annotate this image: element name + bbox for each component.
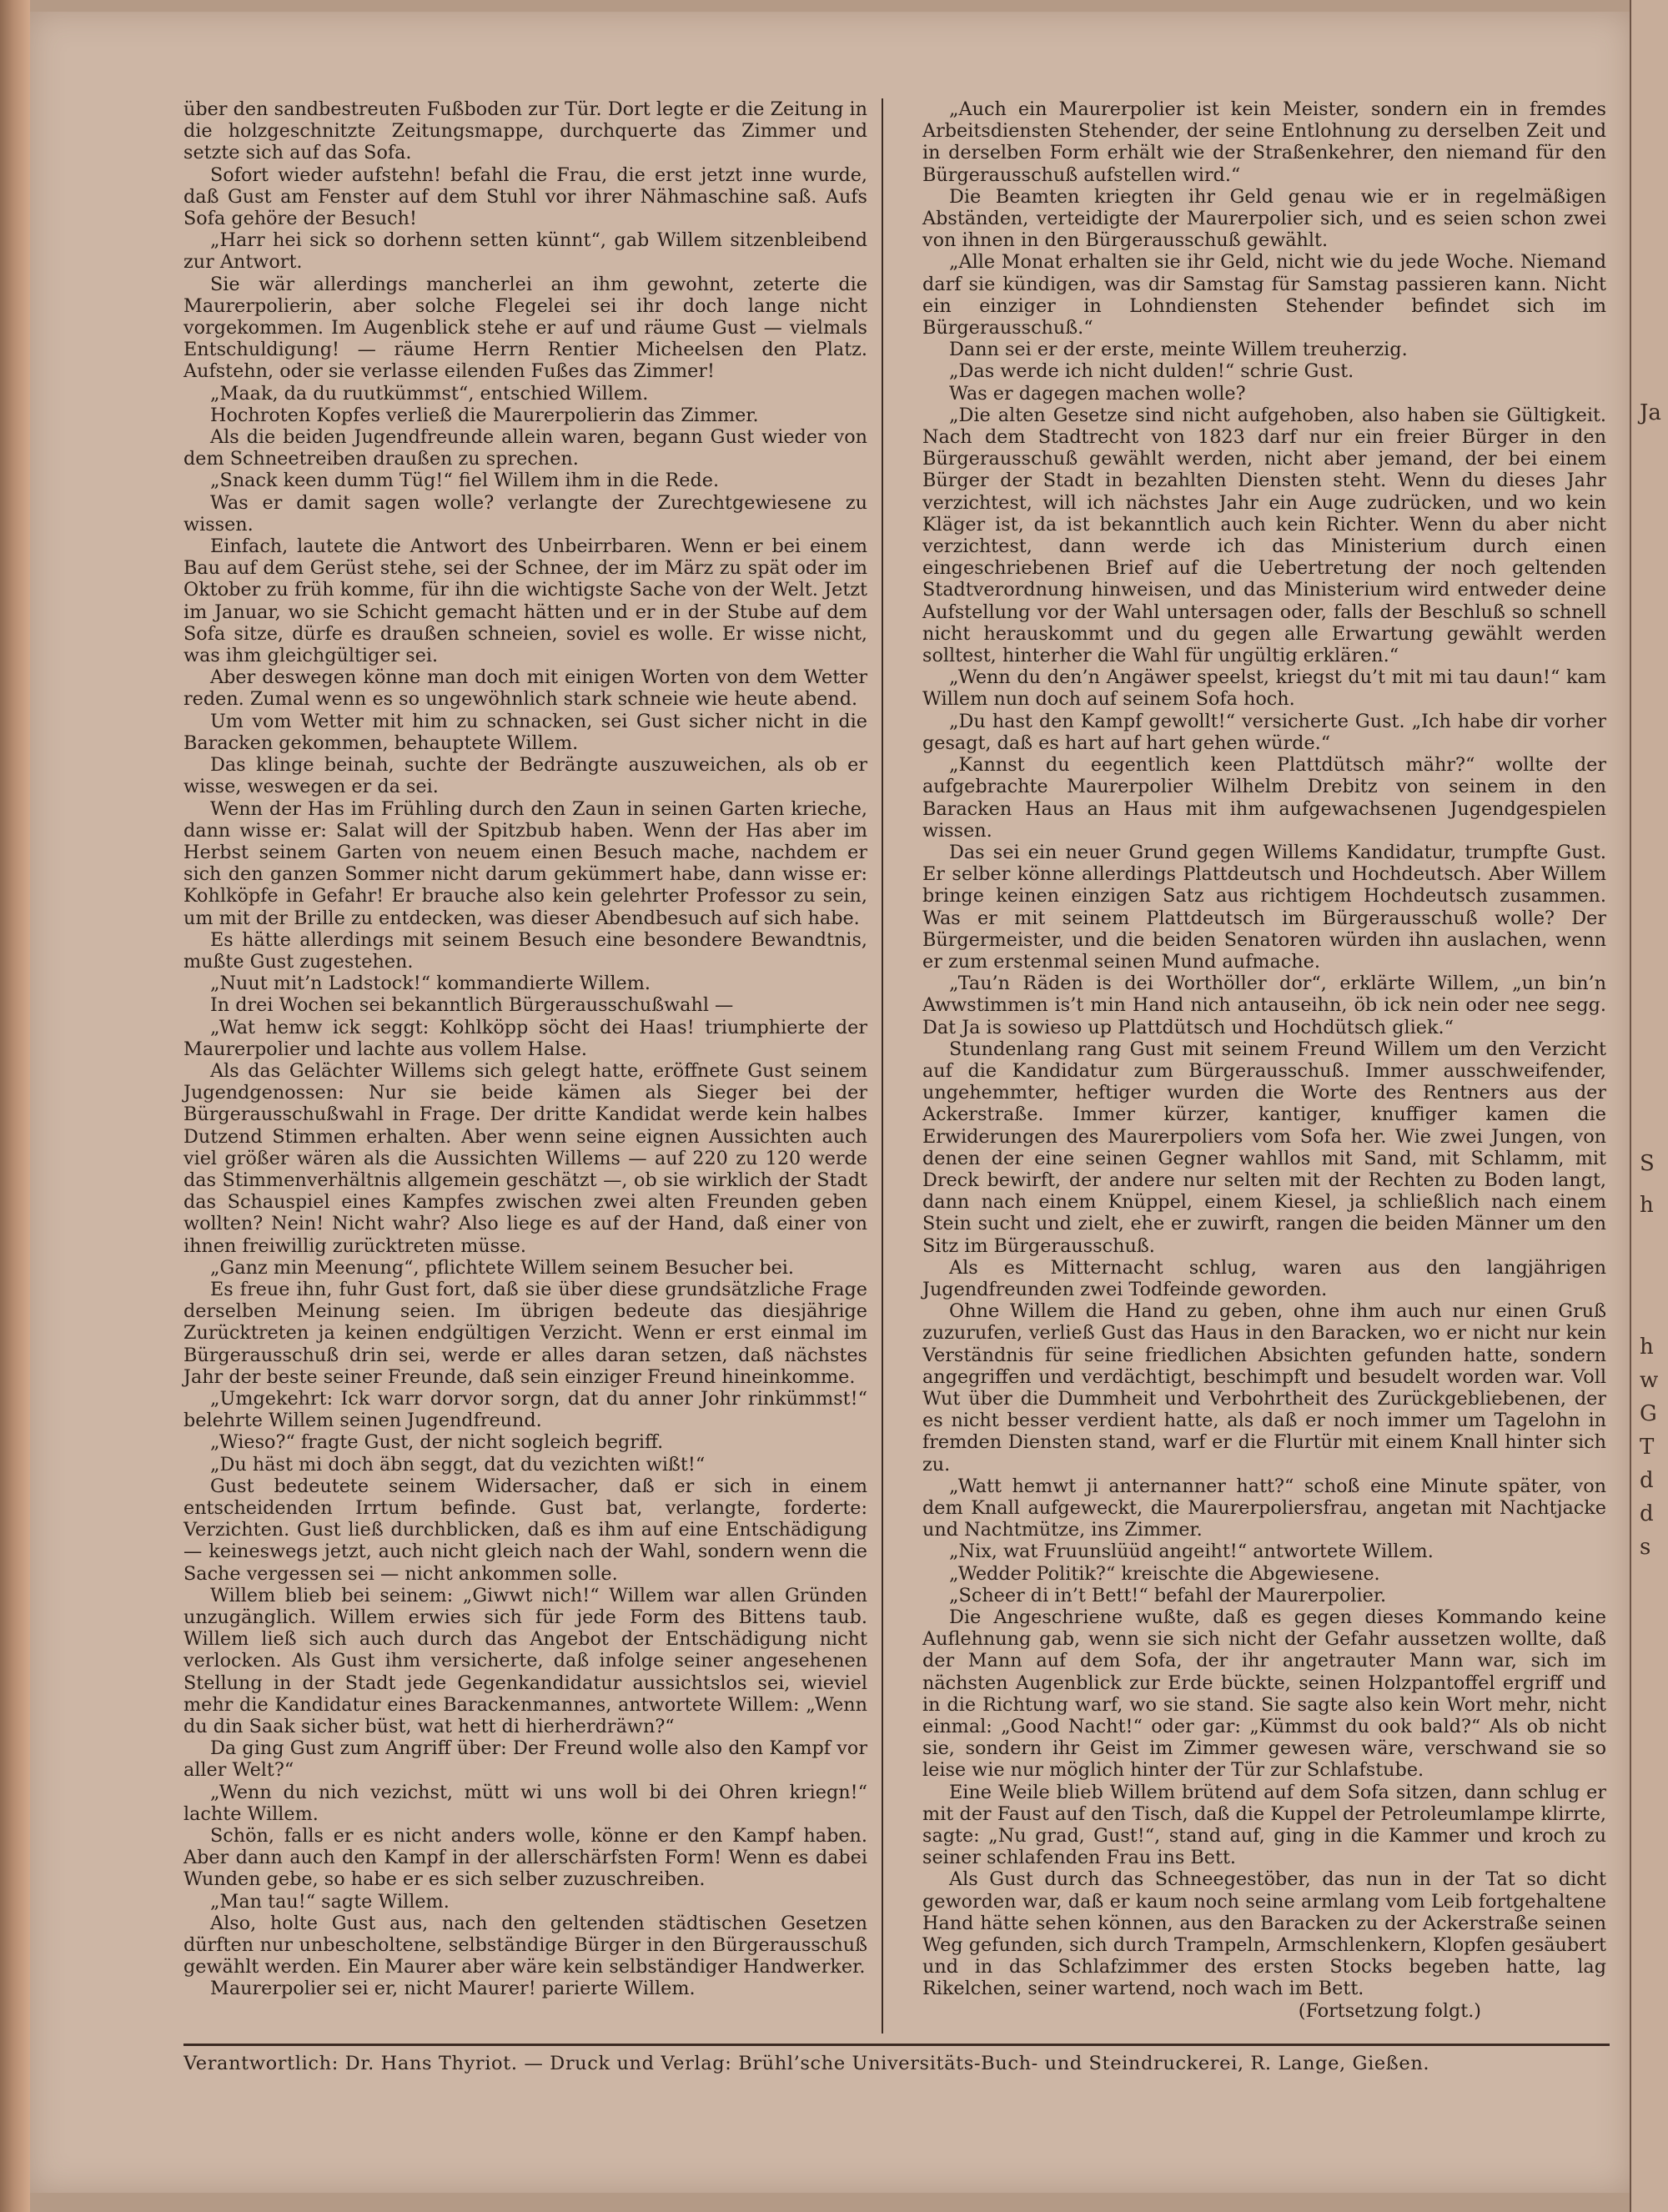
next-page-edge [1630,0,1668,2212]
paragraph: Wenn der Has im Frühling durch den Zaun in seinen Garten krieche, dann wisse er: Salat will der Spitzbub haben. Wenn der Has aber im Herbst seinem Garten von neuem einen Besuch mache, nachdem er sich den ganzen Sommer nicht darum gekümmert habe, dann wisse er: Kohlköpfe in Gefahr! Er brauche also kein gelehrter Professor zu sein, um mit der Brille zu entdecken, was dieser Abendbesuch auf sich habe. [183,797,867,929]
next-page-fragment: T [1640,1435,1655,1460]
paragraph: Sie wär allerdings mancherlei an ihm gewohnt, zeterte die Maurerpolierin, aber solche Flegelei sei ihr doch lange nicht vorgekommen. Im Augenblick stehe er auf und räume Gust — vielmals Entschuldigung! — räume Herrn Rentier Micheelsen den Platz. Aufstehn, oder sie verlasse eilenden Fußes das Zimmer! [183,273,867,383]
paragraph: „Kannst du eegentlich keen Plattdütsch mähr?“ wollte der aufgebrachte Maurerpolier Wilhelm Drebitz von seinem in den Baracken Haus an Haus mit ihm aufgewachsenen Jugendgespielen wissen. [922,754,1606,842]
paragraph: Dann sei er der erste, meinte Willem treuherzig. [949,339,1408,361]
paragraph: Ohne Willem die Hand zu geben, ohne ihm auch nur einen Gruß zuzurufen, verließ Gust das Haus in den Baracken, wo er nicht nur kein Verständnis für seine friedlichen Absichten gefunden hatte, sondern angegriffen und verdächtigt, beschimpft und besudelt worden war. Voll Wut über die Dummheit und Verbohrtheit des Zurückgebliebenen, der es nicht besser verdient hatte, als daß er noch immer um Tagelohn in fremden Diensten stand, warf er die Flurtür mit einem Knall hinter sich zu. [922,1300,1606,1476]
paragraph: Das sei ein neuer Grund gegen Willems Kandidatur, trumpfte Gust. Er selber könne allerdings Plattdeutsch und Hochdeutsch. Aber Willem bringe keinen einzigen Satz aus richtigem Hochdeutsch zusammen. Was er mit seinem Plattdeutsch im Bürgerausschuß wolle? Der Bürgermeister, und die beiden Senatoren würden ihn auslachen, wenn er zum erstenmal seinen Mund aufmache. [922,841,1606,973]
next-page-fragment: h [1640,1335,1654,1360]
paragraph: „Alle Monat erhalten sie ihr Geld, nicht wie du jede Woche. Niemand darf sie kündigen, was dir Samstag für Samstag passieren kann. Nicht ein einziger in Lohndiensten Stehender befindet sich im Bürgerausschuß.“ [922,251,1606,339]
next-page-fragment: Ja [1640,400,1661,425]
paragraph: Was er dagegen machen wolle? [949,382,1246,405]
imprint-line: Verantwortlich: Dr. Hans Thyriot. — Druck und Verlag: Brühl’sche Universitäts-Buch- und Steindruckerei, R. Lange, Gießen. [183,2053,1430,2074]
left-text-column [183,98,867,2000]
paragraph: „Tau’n Räden is dei Worthöller dor“, erklärte Willem, „un bin’n Awwstimmen is’t min Hand nich antauseihn, öb ick nein oder nee segg. Dat Ja is sowieso up Plattdütsch und Hochdütsch gliek.“ [922,973,1606,1038]
next-page-fragment: h [1640,1193,1654,1218]
paragraph: Als die beiden Jugendfreunde allein waren, begann Gust wieder von dem Schneetreiben draußen zu sprechen. [183,426,867,470]
next-page-fragment: d [1640,1501,1654,1526]
paragraph: „Snack keen dumm Tüg!“ fiel Willem ihm in die Rede. [210,470,720,492]
paragraph: „Umgekehrt: Ick warr dorvor sorgn, dat du anner Johr rinkümmst!“ belehrte Willem seinen Jugendfreund. [183,1387,867,1432]
paragraph: „Nix, wat Fruunslüüd angeiht!“ antwortete Willem. [949,1541,1434,1563]
paragraph: „Das werde ich nicht dulden!“ schrie Gust. [949,360,1354,383]
next-page-fragment: d [1640,1468,1654,1493]
paragraph: Das klinge beinah, suchte der Bedrängte auszuweichen, als ob er wisse, weswegen er da sei. [183,754,867,798]
paragraph: Eine Weile blieb Willem brütend auf dem Sofa sitzen, dann schlug er mit der Faust auf den Tisch, daß die Kuppel der Petroleumlampe klirrte, sagte: „Nu grad, Gust!“, stand auf, ging in die Kammer und kroch zu seiner schlafenden Frau ins Bett. [922,1781,1606,1869]
paragraph: Stundenlang rang Gust mit seinem Freund Willem um den Verzicht auf die Kandidatur zum Bürgerausschuß. Immer ausschweifender, ungehemmter, heftiger wurden die Worte des Rentners aus der Ackerstraße. Immer kürzer, kantiger, knuffiger kamen die Erwiderungen des Maurerpoliers vom Sofa her. Wie zwei Jungen, von denen der eine seinen Gegner wahllos mit Sand, mit Schlamm, mit Dreck bewirft, der andere nur selten mit der Rechten zu Boden langt, dann nach einem Knüppel, einem Kiesel, ja schließlich nach einem Stein sucht und zielt, ehe er zuwirft, rangen die beiden Männer um den Sitz im Bürgerausschuß. [922,1038,1606,1257]
right-text-column [922,98,1606,2022]
paragraph: „Nuut mit’n Ladstock!“ kommandierte Willem. [210,973,651,995]
paragraph: Gust bedeutete seinem Widersacher, daß er sich in einem entscheidenden Irrtum befinde. Gust bat, verlangte, forderte: Verzichten. Gust ließ durchblicken, daß es ihm auf eine Entschädigung — keineswegs jetzt, auch nicht gleich nach der Wahl, sondern wenn die Sache vergessen sei — nicht ankommen solle. [183,1475,867,1585]
paragraph: Es hätte allerdings mit seinem Besuch eine besondere Bewandtnis, mußte Gust zugestehen. [183,928,867,973]
paragraph: über den sandbestreuten Fußboden zur Tür. Dort legte er die Zeitung in die holzgeschnitzte Zeitungsmappe, durchquerte das Zimmer und setzte sich auf das Sofa. [183,98,867,164]
paragraph: „Watt hemwt ji anternanner hatt?“ schoß eine Minute später, von dem Knall aufgeweckt, die Maurerpoliersfrau, angetan mit Nachtjacke und Nachtmütze, ins Zimmer. [922,1475,1606,1541]
paragraph: Als es Mitternacht schlug, waren aus den langjährigen Jugendfreunden zwei Todfeinde geworden. [922,1256,1606,1300]
paragraph: „Ganz min Meenung“, pflichtete Willem seinem Besucher bei. [210,1256,795,1279]
paragraph: „Wenn du den’n Angäwer speelst, kriegst du’t mit mi tau daun!“ kam Willem nun doch auf seinem Sofa hoch. [922,666,1606,711]
paragraph: Willem blieb bei seinem: „Giwwt nich!“ Willem war allen Gründen unzugänglich. Willem erwies sich für jede Form des Bittens taub. Willem ließ sich auch durch das Angebot der Entschädigung nicht verlocken. Als Gust ihm versicherte, daß infolge seiner angesehenen Stellung in der Stadt jede Gegenkandidatur aussichtslos sei, wieviel mehr die Kandidatur eines Barackenmannes, antwortete Willem: „Wenn du din Saak sicher büst, wat hett di hierherdräwn?“ [183,1584,867,1738]
footer-rule [183,2044,1610,2046]
paragraph: Was er damit sagen wolle? verlangte der Zurechtgewiesene zu wissen. [183,491,867,535]
paragraph: „Scheer di in’t Bett!“ befahl der Maurerpolier. [949,1584,1387,1606]
next-page-fragment: S [1640,1151,1655,1176]
paragraph: „Wenn du nich vezichst, mütt wi uns woll bi dei Ohren kriegn!“ lachte Willem. [183,1781,867,1825]
paragraph: „Auch ein Maurerpolier ist kein Meister, sondern ein in fremdes Arbeitsdiensten Stehender, der seine Entlohnung zu derselben Zeit und in derselben Form erhält wie der Straßenkehrer, den niemand für den Bürgerausschuß aufstellen wird.“ [922,98,1606,186]
next-page-fragment: s [1640,1535,1651,1560]
binding-edge [0,0,30,2212]
paragraph: Sofort wieder aufstehn! befahl die Frau, die erst jetzt inne wurde, daß Gust am Fenster auf dem Stuhl vor ihrer Nähmaschine saß. Aufs Sofa gehöre der Besuch! [183,163,867,230]
paragraph: Aber deswegen könne man doch mit einigen Worten von dem Wetter reden. Zumal wenn es so ungewöhnlich stark schneie wie heute abend. [183,666,867,711]
paragraph: Um vom Wetter mit him zu schnacken, sei Gust sicher nicht in die Baracken gekommen, behauptete Willem. [183,710,867,754]
paragraph: Schön, falls er es nicht anders wolle, könne er den Kampf haben. Aber dann auch den Kampf in der allerschärfsten Form! Wenn es dabei Wunden gebe, so habe er es sich selber zuzuschreiben. [183,1825,867,1891]
paragraph: „Man tau!“ sagte Willem. [210,1890,450,1913]
paragraph: Die Angeschriene wußte, daß es gegen dieses Kommando keine Auflehnung gab, wenn sie sich nicht der Gefahr aussetzen wollte, daß der Mann auf dem Sofa, der ihr angetrauter Mann war, sich im nächsten Augenblick zur Erde bückte, seinen Holzpantoffel ergriff und in die Richtung warf, wo sie stand. Sie sagte also kein Wort mehr, nicht einmal: „Good Nacht!“ oder gar: „Kümmst du ook bald?“ Als ob nicht sie, sondern ihr Geist im Zimmer gewesen wäre, verschwand sie so leise wie nur möglich hinter der Tür zur Schlafstube. [922,1606,1606,1782]
next-page-fragment: w [1640,1368,1659,1393]
paragraph: „Wat hemw ick seggt: Kohlköpp söcht dei Haas! triumphierte der Maurerpolier und lachte aus vollem Halse. [183,1016,867,1060]
paragraph: In drei Wochen sei bekanntlich Bürgerausschußwahl — [210,994,734,1017]
paragraph: „Maak, da du ruutkümmst“, entschied Willem. [210,382,649,405]
paragraph: „Du häst mi doch äbn seggt, dat du vezichten wißt!“ [210,1453,706,1476]
paragraph: „Wieso?“ fragte Gust, der nicht sogleich begriff. [210,1431,664,1454]
paragraph: Hochroten Kopfes verließ die Maurerpolierin das Zimmer. [210,404,759,426]
paragraph: „Harr hei sick so dorhenn setten künnt“, gab Willem sitzenbleibend zur Antwort. [183,229,867,274]
paragraph: Die Beamten kriegten ihr Geld genau wie er in regelmäßigen Abständen, verteidigte der Maurerpolier sich, und es seien schon zwei von ihnen in den Bürgerausschuß gewählt. [922,185,1606,252]
paragraph: „Wedder Politik?“ kreischte die Abgewiesene. [949,1562,1380,1585]
paragraph: (Fortsetzung folgt.) [1298,1999,1481,2022]
paragraph: Also, holte Gust aus, nach den geltenden städtischen Gesetzen dürften nur unbescholtene, selbständige Bürger in den Bürgerausschuß gewählt werden. Ein Maurer aber wäre kein selbständiger Handwerker. [183,1912,867,1978]
column-divider [882,98,883,2034]
paragraph: Da ging Gust zum Angriff über: Der Freund wolle also den Kampf vor aller Welt?“ [183,1737,867,1782]
paragraph: „Du hast den Kampf gewollt!“ versicherte Gust. „Ich habe dir vorher gesagt, daß es hart auf hart gehen würde.“ [922,710,1606,754]
paragraph: Es freue ihn, fuhr Gust fort, daß sie über diese grundsätzliche Frage derselben Meinung seien. Im übrigen bedeute das diesjährige Zurücktreten ja keinen endgültigen Verzicht. Wenn er erst einmal im Bürgerausschuß drin sei, werde er alles daran setzen, daß nächstes Jahr der beste seiner Freunde, daß sein einziger Freund hineinkomme. [183,1278,867,1388]
paragraph: Einfach, lautete die Antwort des Unbeirrbaren. Wenn er bei einem Bau auf dem Gerüst stehe, sei der Schnee, der im März zu spät oder im Oktober zu früh komme, für ihn die wichtigste Sache von der Welt. Jetzt im Januar, wo sie Schicht gemacht hätten und er in der Stube auf dem Sofa sitze, dürfe es draußen schneien, soviel es wolle. Er wisse nicht, was ihm gleichgültiger sei. [183,535,867,667]
paragraph: Als Gust durch das Schneegestöber, das nun in der Tat so dicht geworden war, daß er kaum noch seine armlang vom Leib fortgehaltene Hand hätte sehen können, aus den Baracken zu der Ackerstraße seinen Weg gefunden, sich durch Trampeln, Armschlenkern, Klopfen gesäubert und in das Schlafzimmer des ersten Stocks begeben hatte, lag Rikelchen, seiner wartend, noch wach im Bett. [922,1868,1606,2000]
paragraph: Als das Gelächter Willems sich gelegt hatte, eröffnete Gust seinem Jugendgenossen: Nur sie beide kämen als Sieger bei der Bürgerausschußwahl in Frage. Der dritte Kandidat werde kein halbes Dutzend Stimmen erhalten. Aber wenn seine eignen Aussichten auch viel größer wären als die Aussichten Willems — auf 220 zu 120 werde das Stimmenverhältnis allgemein geschätzt —, ob sie wirklich der Stadt das Schauspiel eines Kampfes zwischen zwei alten Freunden geben wollten? Nein! Nicht wahr? Also liege es auf der Hand, daß einer von ihnen freiwillig zurücktreten müsse. [183,1059,867,1257]
next-page-fragment: G [1640,1401,1657,1426]
paragraph: „Die alten Gesetze sind nicht aufgehoben, also haben sie Gültigkeit. Nach dem Stadtrecht von 1823 darf nur ein freier Bürger in den Bürgerausschuß gewählt werden, nicht aber jemand, der bei einem Bürger der Stadt in bezahlten Diensten steht. Wenn du dieses Jahr verzichtest, will ich nächstes Jahr ein Auge zudrücken, und wo kein Kläger ist, da ist bekanntlich auch kein Richter. Wenn du aber nicht verzichtest, dann werde ich das Ministerium durch einen eingeschriebenen Brief auf die Uebertretung der noch geltenden Stadtverordnung hinweisen, und das Ministerium wird entweder deine Aufstellung vor der Wahl untersagen oder, falls der Beschluß so schnell nicht herauskommt und du gegen alle Erwartung gewählt werden solltest, hinterher die Wahl für ungültig erklären.“ [922,404,1606,667]
paragraph: Maurerpolier sei er, nicht Maurer! parierte Willem. [210,1978,696,2000]
